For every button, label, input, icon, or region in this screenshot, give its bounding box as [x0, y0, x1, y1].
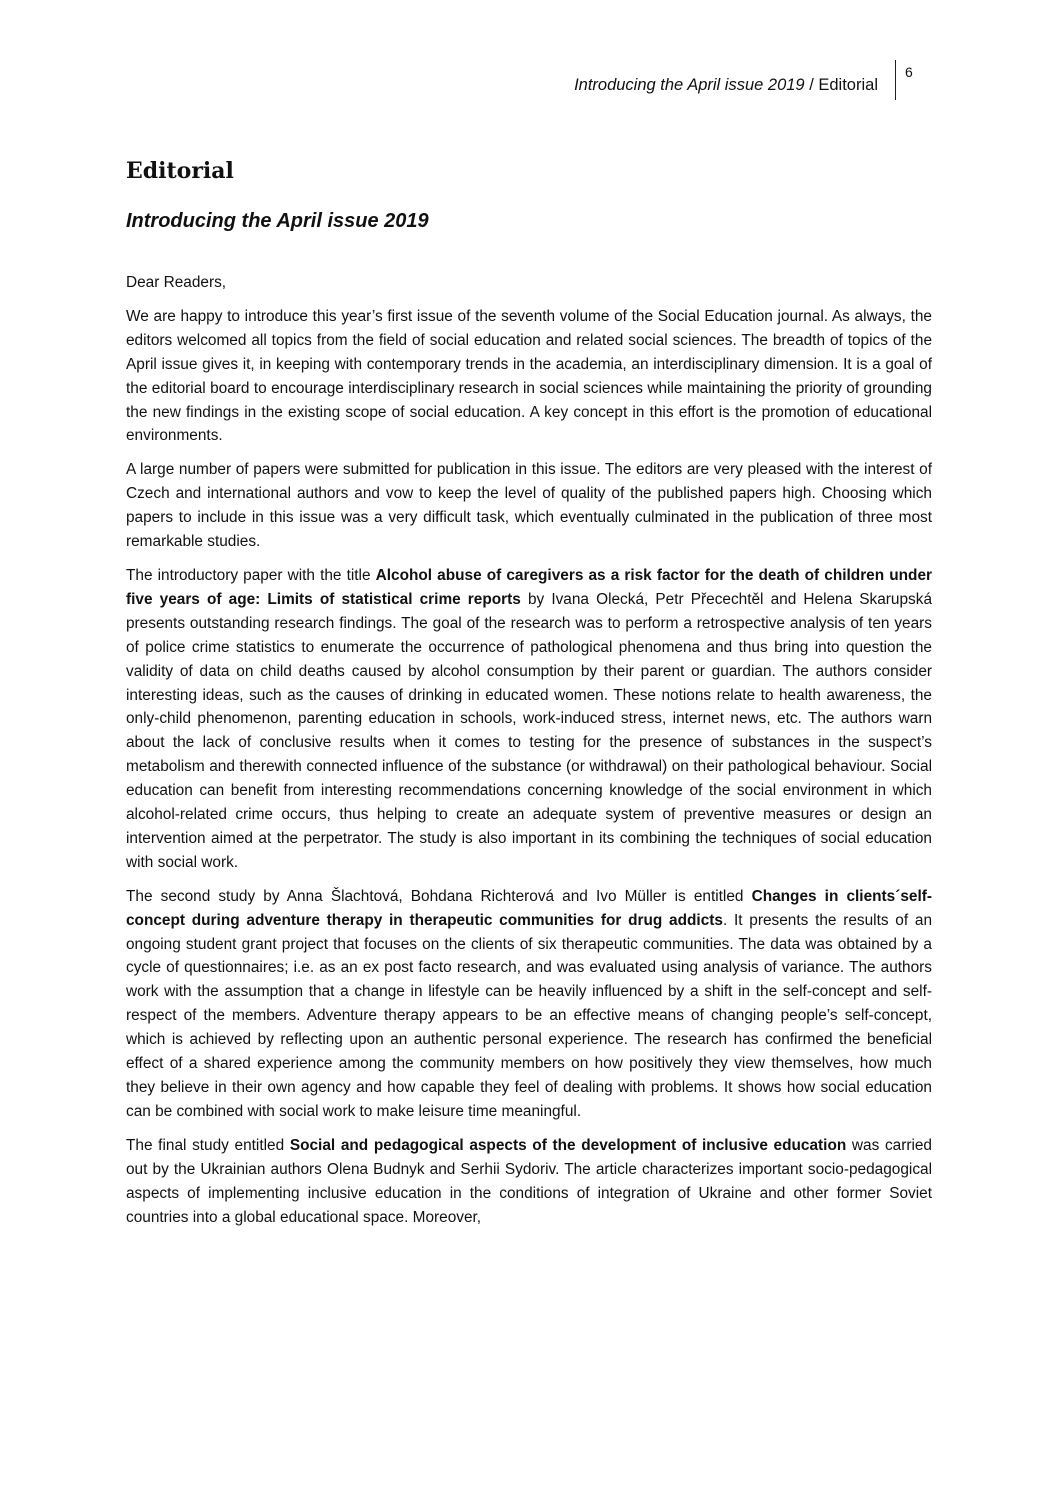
salutation: Dear Readers, — [126, 274, 227, 291]
first-study-title: Alcohol abuse of caregivers as a risk factor for the death of children under five years of age: Limits of statistical crime reports — [126, 566, 933, 608]
second-study-lead-in: The second study by Anna Šlachtová, Bohdana Richterová and Ivo Müller is entitled — [126, 887, 752, 905]
paragraph-second-study — [126, 885, 932, 1124]
editorial-body — [126, 271, 932, 1239]
header-divider — [895, 60, 896, 100]
second-study-title: Changes in clients´self-concept during adventure therapy in therapeutic communities for drug addicts — [126, 887, 932, 929]
page-number: 6 — [905, 64, 913, 80]
paragraph-final-study — [126, 1134, 932, 1230]
paragraph-submissions: A large number of papers were submitted for publication in this issue. The editors are very pleased with the interest of Czech and international authors and vow to keep the level of quality of the published papers high. Choosing which papers to include in this issue was a very difficult task, which eventually culminated in the publication of three most remarkable studies. — [126, 461, 932, 551]
running-head — [574, 76, 878, 95]
second-study-description: . It presents the results of an ongoing student grant project that focuses on the clients of six therapeutic communities. The data was obtained by a cycle of questionnaires; i.e. as an ex post facto research, and was evaluated using analysis of variance. The authors work with the assumption that a change in lifestyle can be heavily influenced by a shift in the self-concept and self-respect of the members. Adventure therapy appears to be an effective means of changing people’s self-concept, which is achieved by reflecting upon an authentic personal experience. The research has confirmed the beneficial effect of a shared experience among the community members on how positively they view themselves, how much they believe in their own agency and how capable they feel of dealing with problems. It shows how social education can be combined with social work to make leisure time meaningful. — [126, 911, 932, 1120]
paragraph-intro: We are happy to introduce this year’s first issue of the seventh volume of the Social Education journal. As always, the editors welcomed all topics from the field of social education and related social sciences. The breadth of topics of the April issue gives it, in keeping with contemporary trends in the academia, an interdisciplinary dimension. It is a goal of the editorial board to encourage interdisciplinary research in social sciences while maintaining the priority of grounding the new findings in the existing scope of social education. A key concept in this effort is the promotion of educational environments. — [126, 307, 932, 445]
running-head-slash: / — [804, 76, 819, 94]
final-study-lead-in: The final study entitled — [126, 1136, 290, 1154]
page-title: Editorial — [126, 158, 234, 184]
page-subtitle: Introducing the April issue 2019 — [126, 210, 429, 232]
paragraph-first-study — [126, 564, 932, 875]
first-study-lead-in: The introductory paper with the title — [126, 566, 376, 584]
final-study-title: Social and pedagogical aspects of the development of inclusive education — [289, 1136, 847, 1154]
final-study-description: was carried out by the Ukrainian authors Olena Budnyk and Serhii Sydoriv. The article characterizes important socio-pedagogical aspects of implementing inclusive education in the conditions of integration of Ukraine and other former Soviet countries into a global educational space. Moreover, — [126, 1136, 932, 1226]
first-study-description: by Ivana Olecká, Petr Přecechtěl and Helena Skarupská presents outstanding research findings. The goal of the research was to perform a retrospective analysis of ten years of police crime statistics to enumerate the occurrence of pathological phenomena and thus bring into question the validity of data on child deaths caused by alcohol consumption by their parent or guardian. The authors consider interesting ideas, such as the causes of drinking in educated women. These notions relate to health awareness, the only-child phenomenon, parenting education in schools, work-induced stress, internet news, etc. The authors warn about the lack of conclusive results when it comes to testing for the presence of substances in the suspect’s metabolism and therewith connected influence of the substance (or withdrawal) on their pathological behaviour. Social education can benefit from interesting recommendations concerning knowledge of the social environment in which alcohol-related crime occurs, thus helping to create an adequate system of preventive measures or design an intervention aimed at the perpetrator. The study is also important in its combining the techniques of social education with social work. — [126, 590, 932, 871]
running-head-title: Introducing the April issue 2019 — [574, 76, 805, 94]
running-head-section: Editorial — [818, 76, 878, 94]
